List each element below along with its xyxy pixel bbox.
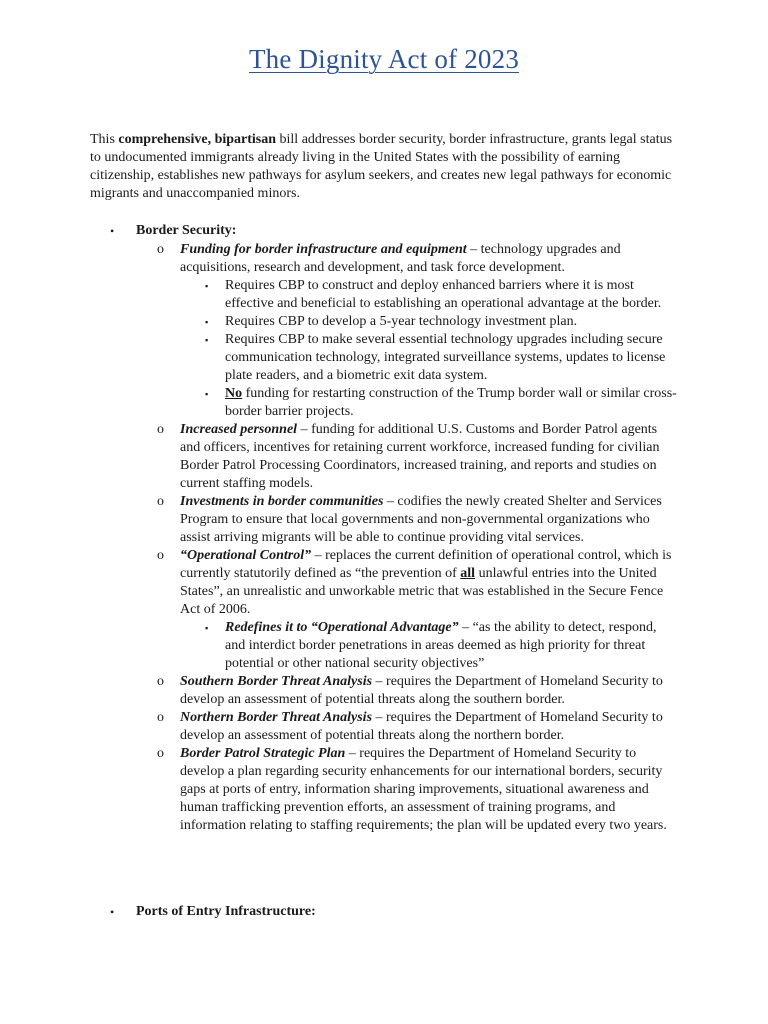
square-marker: ▪ (205, 335, 209, 345)
list-item (90, 745, 680, 835)
all-emphasis: all (460, 566, 476, 581)
intro-suffix: bill addresses border security, border infrastructure, grants legal status to undocumented immigrants already living in the United States with the possibility of earning citizenship, establishes new pathways for asylum seekers, and creates new legal pathways for economic migrants and unaccompanied minors. (90, 132, 673, 201)
item-lead: Investments in border communities (180, 494, 384, 509)
circle-marker: o (157, 494, 164, 509)
item-text: – replaces the current definition of operational control, which is currently statutorily defined as “the prevention of (180, 548, 672, 581)
item-text: – requires the Department of Homeland Security to develop an assessment of potential threats along the southern border. (180, 674, 663, 707)
item-lead: “Operational Control” (180, 548, 312, 563)
sub-item-text: – “as the ability to detect, respond, and interdict border penetrations in areas deemed as high priority for threat potential or other national security objectives” (225, 620, 657, 671)
sub-item-lead: Redefines it to “Operational Advantage” (225, 620, 459, 635)
section-ports-of-entry (90, 903, 700, 921)
document-title: The Dignity Act of 2023 (248, 44, 520, 74)
list-item (90, 421, 680, 493)
list-item (90, 547, 680, 619)
sub-list-item (90, 277, 680, 313)
intro-bold: comprehensive, bipartisan (118, 132, 277, 147)
sub-list-item (90, 313, 680, 331)
list-item (90, 241, 680, 277)
item-lead: Increased personnel (180, 422, 298, 437)
list-item (90, 493, 680, 547)
sub-item-text: funding for restarting construction of the Trump border wall or similar cross-border barrier projects. (225, 386, 677, 419)
circle-marker: o (157, 674, 164, 689)
sub-list-item (90, 385, 680, 421)
sub-item-text: Requires CBP to develop a 5-year technology investment plan. (225, 314, 578, 329)
circle-marker: o (157, 548, 164, 563)
circle-marker: o (157, 242, 164, 257)
square-marker: ▪ (205, 317, 209, 327)
item-text: – codifies the newly created Shelter and Services Program to ensure that local governments and non-governmental organizations who assist arriving migrants will be able to continue providing vital services. (180, 494, 662, 545)
list-item (90, 709, 680, 745)
item-text: unlawful entries into the United States”, an unrealistic and unworkable metric that was established in the Secure Fence Act of 2006. (180, 566, 664, 617)
sub-list-item (90, 619, 680, 673)
bullet-item (90, 903, 700, 921)
circle-marker: o (157, 746, 164, 761)
bullet-marker: • (110, 905, 115, 919)
circle-marker: o (157, 422, 164, 437)
item-lead: Northern Border Threat Analysis (180, 710, 373, 725)
square-marker: ▪ (205, 389, 209, 399)
item-text: – requires the Department of Homeland Security to develop an assessment of potential threats along the northern border. (180, 710, 663, 743)
item-text: – requires the Department of Homeland Security to develop a plan regarding security enhancements for our international borders, security gaps at ports of entry, information sharing improvements, situational awareness and human trafficking prevention efforts, an assessment of training programs, and information relating to staffing requirements; the plan will be updated every two years. (180, 746, 667, 833)
bullet-marker: • (110, 224, 115, 238)
item-lead: Border Patrol Strategic Plan (180, 746, 346, 761)
section-border-security (90, 222, 700, 835)
bullet-item (90, 222, 700, 240)
item-lead: Funding for border infrastructure and equipment (180, 242, 467, 257)
item-lead: Southern Border Threat Analysis (180, 674, 373, 689)
circle-marker: o (157, 710, 164, 725)
item-text: – funding for additional U.S. Customs and Border Patrol agents and officers, incentives for retaining current workforce, increased funding for civilian Border Patrol Processing Coordinators, increased training, and reports and studies on current staffing models. (180, 422, 660, 491)
sub-item-text: Requires CBP to construct and deploy enhanced barriers where it is most effective and beneficial to establishing an operational advantage at the border. (225, 278, 662, 311)
intro-paragraph (90, 131, 680, 203)
sub-list-item (90, 331, 680, 385)
square-marker: ▪ (205, 623, 209, 633)
sub-item-text: Requires CBP to make several essential technology upgrades including secure communication technology, integrated surveillance systems, updates to license plate readers, and a biometric exit data system. (225, 332, 666, 383)
section-heading: Border Security: (136, 223, 237, 238)
intro-prefix: This (90, 132, 119, 147)
square-marker: ▪ (205, 281, 209, 291)
list-item (90, 673, 680, 709)
no-emphasis: No (225, 386, 243, 401)
section-heading: Ports of Entry Infrastructure: (136, 904, 316, 919)
item-text: – technology upgrades and acquisitions, research and development, and task force development. (180, 242, 621, 275)
